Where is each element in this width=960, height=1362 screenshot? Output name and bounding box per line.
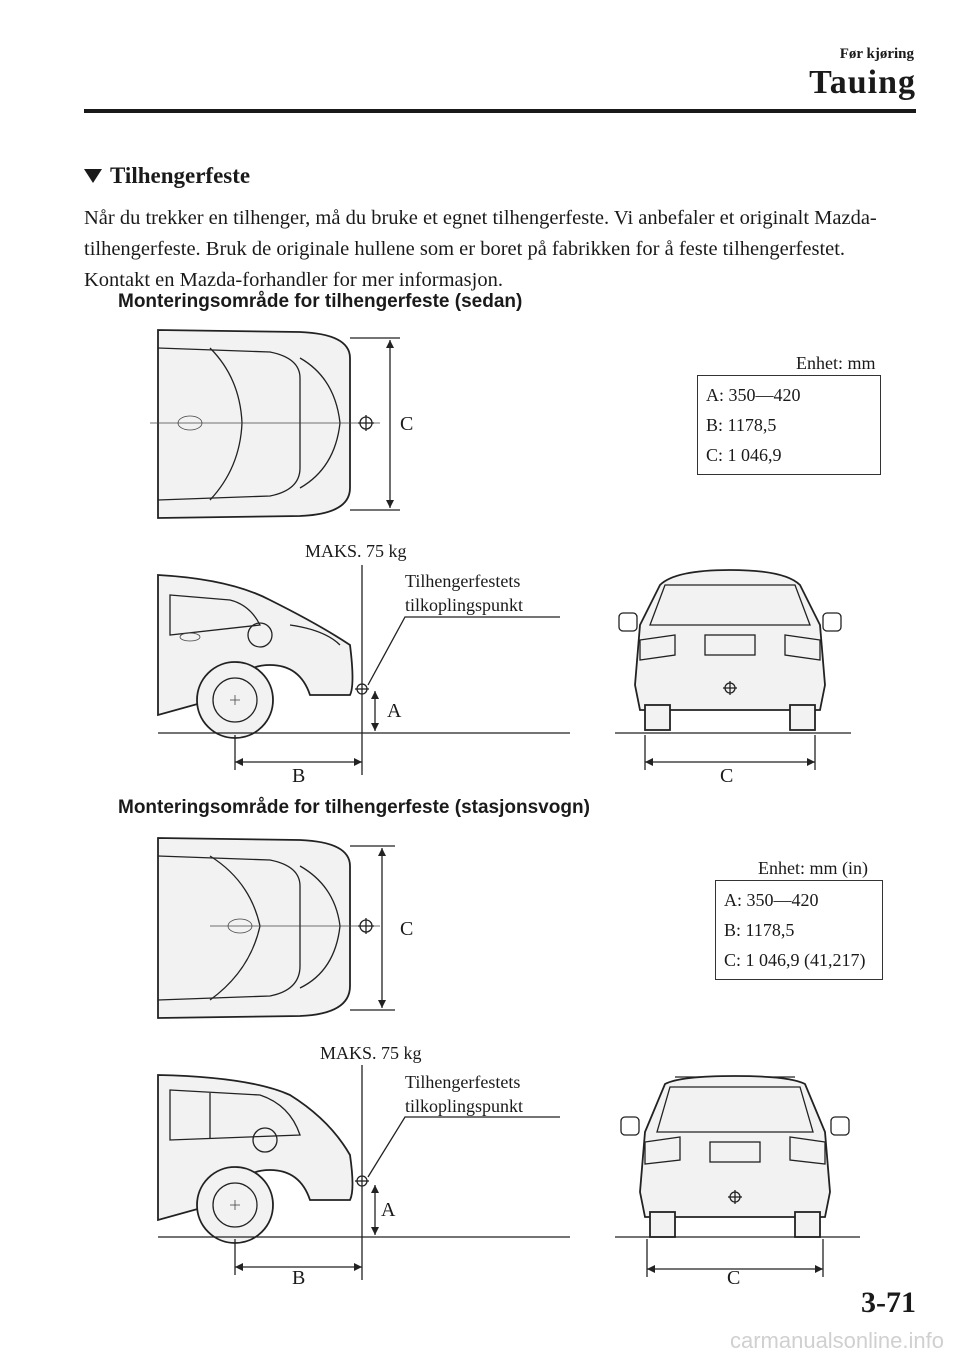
dimension-label-c-rear: C xyxy=(727,1267,741,1289)
subsection-heading xyxy=(84,163,250,189)
dimension-label-a: A xyxy=(387,700,402,722)
estate-top-view-diagram xyxy=(150,826,420,1034)
spec-a: A: 350—420 xyxy=(706,385,801,405)
max-load-label: MAKS. 75 kg xyxy=(305,541,407,561)
unit-label: Enhet: mm xyxy=(796,353,876,373)
estate-side-view-diagram xyxy=(150,1065,570,1285)
header-rule xyxy=(84,109,916,113)
spec-c: C: 1 046,9 xyxy=(706,445,782,465)
max-load-label: MAKS. 75 kg xyxy=(320,1043,422,1063)
spec-box xyxy=(697,375,881,475)
section-title: Tauing xyxy=(809,64,916,101)
dimension-label-c-rear: C xyxy=(720,765,734,787)
spec-b: B: 1178,5 xyxy=(724,920,795,940)
spec-a: A: 350—420 xyxy=(724,890,819,910)
dimension-label-c-top: C xyxy=(400,918,414,940)
body-paragraph: Når du trekker en tilhenger, må du bruke et egnet tilhengerfeste. Vi anbefaler et originalt Mazda-tilhengerfeste. Bruk de originale hullene som er boret på fabrikken for å feste tilhengerfestet. Kontakt en Mazda-forhandler for mer informasjon. xyxy=(84,207,877,291)
triangle-bullet-icon xyxy=(84,169,102,183)
subsection-title: Tilhengerfeste xyxy=(110,163,251,188)
page-number: 3-71 xyxy=(861,1286,916,1319)
sedan-side-view-diagram xyxy=(150,565,570,780)
dimension-label-c-top: C xyxy=(400,413,414,435)
spec-box xyxy=(715,880,883,980)
coupling-label-line1: Tilhengerfestets xyxy=(405,1072,521,1092)
dimension-label-a: A xyxy=(381,1199,396,1221)
figure-caption-estate: Monteringsområde for tilhengerfeste (stasjonsvogn) xyxy=(118,797,590,818)
dimension-label-b: B xyxy=(292,765,306,787)
watermark: carmanualsonline.info xyxy=(729,1328,944,1353)
chapter-title: Før kjøring xyxy=(839,46,914,62)
sedan-rear-view-diagram xyxy=(615,565,845,780)
sedan-top-view-diagram xyxy=(150,318,420,538)
unit-label: Enhet: mm (in) xyxy=(758,858,868,878)
coupling-label-line2: tilkoplingspunkt xyxy=(405,1096,524,1116)
spec-b: B: 1178,5 xyxy=(706,415,777,435)
dimension-label-b: B xyxy=(292,1267,306,1289)
estate-rear-view-diagram xyxy=(615,1072,860,1287)
coupling-label-line1: Tilhengerfestets xyxy=(405,571,521,591)
spec-c: C: 1 046,9 (41,217) xyxy=(724,950,866,970)
coupling-label-line2: tilkoplingspunkt xyxy=(405,595,524,615)
figure-caption-sedan: Monteringsområde for tilhengerfeste (sedan) xyxy=(118,291,523,312)
